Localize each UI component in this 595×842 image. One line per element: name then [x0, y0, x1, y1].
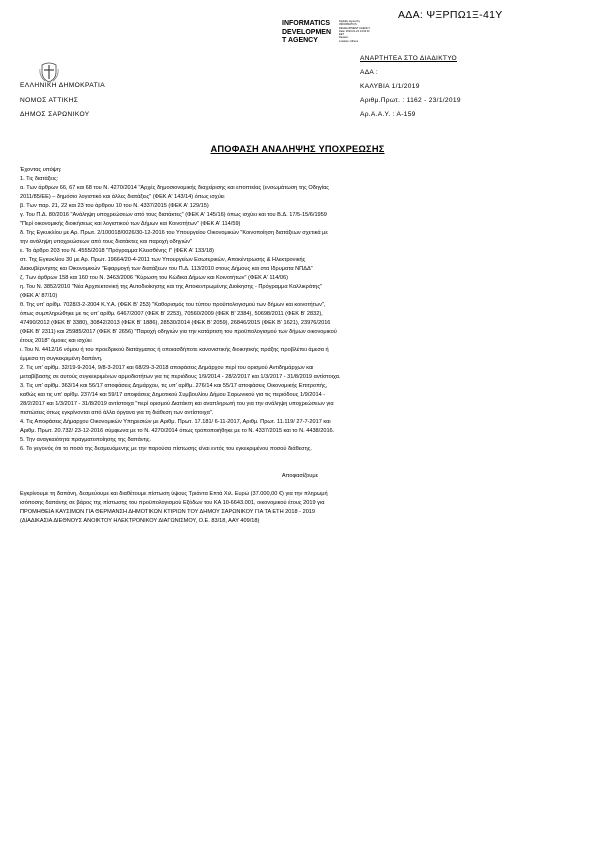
body-line: όπως συμπληρώθηκε με τις υπ' αρίθμ. 6467/2007 (ΦΕΚ Β' 2253), 70560/2009 (ΦΕΚ Β' 2384), 50698/2011 (ΦΕΚ Β' 2832), [20, 311, 323, 317]
body-line: 47490/2012 (ΦΕΚ Β' 3380), 30842/2013 (ΦΕΚ Β' 1886), 28530/2014 (ΦΕΚ Β' 2059), 26846/2015 (ΦΕΚ Β' 1621), 23976/2016 [20, 320, 331, 326]
aay-number: Αρ.Α.Α.Υ. : Α-159 [360, 111, 416, 118]
body-line: ε. Το άρθρο 203 του Ν. 4555/2018 "Πρόγραμμα Κλεισθένης Ι" (ΦΕΚ Α' 133/18) [20, 248, 214, 254]
body-line: 1. Τις διατάξεις: [20, 176, 59, 182]
document-body [20, 166, 580, 526]
body-line: 2011/85/ΕΕ) – δημόσιο λογιστικό και άλλες διατάξεις" (ΦΕΚ Α' 143/14) όπως ισχύει [20, 194, 225, 200]
body-line: 28/2/2017 και 1/3/2017 - 31/8/2019 αντίστοιχα "περί ορισμού Διατάκτη και αναπληρωτή του για την ανάληψη υποχρεώσεων για [20, 401, 334, 407]
signature-line: DEVELOPMENT AGENCY [339, 26, 371, 30]
signature-line: Location: Athens [339, 39, 359, 43]
digital-signature-block [339, 20, 370, 43]
signature-line: EET [339, 33, 345, 37]
signature-line: Digitally signed by [339, 20, 360, 23]
body-line: Έχοντας υπόψη: [20, 167, 62, 173]
body-line: 5. Την αναγκαιότητα πραγματοποίησης της δαπάνης. [20, 437, 151, 443]
body-line: 2. Τις υπ' αρίθμ. 32/19-9-2014, 9/8-3-2017 και 68/29-3-2018 αποφάσεις Δημάρχου περί του ορισμού Αντιδημάρχων και [20, 365, 314, 371]
signature-line: Reason: [339, 36, 349, 40]
body-line: (ΦΕΚ Α' 87/10) [20, 293, 58, 299]
body-line: 6. Το γεγονός ότι το ποσό της δεσμευόμενης με την παρούσα πίστωσης είναι εντός του εγκεκριμένου ποσού διάθεσης. [20, 446, 312, 452]
signature-line: Date: 2019.01.24 14:03:31 [339, 29, 370, 33]
body-line [20, 454, 580, 463]
logo-line: DEVELOPMEN [282, 28, 332, 36]
body-line: Διακυβέρνησης και Οικονομικών "Εφαρμογή των διατάξεων του Π.Δ. 113/2010 στους Δήμους και στα Ιδρυματα ΝΠΔΔ" [20, 266, 313, 272]
body-line: στ. Της Εγκυκλίου 30 με Αρ. Πρωτ. 19664/20-4-2011 των Υπουργείων Εσωτερικών, Αποκέντρωσης & Ηλεκτρονικής [20, 257, 306, 263]
country-line: ΕΛΛΗΝΙΚΗ ΔΗΜΟΚΡΑΤΙΑ [20, 82, 106, 89]
decision-heading: Αποφασίζουμε [281, 473, 319, 479]
body-line: καθώς και τις υπ' αρίθμ. 237/14 και 59/17 αποφάσεις Δημοτικού Συμβουλίου Δήμου Σαρωνικού για τις περιόδους 1/9/2014 - [20, 392, 326, 398]
body-line: γ. Του Π.Δ. 80/2016 "Ανάληψη υποχρεώσεων από τους διατάκτες" (ΦΕΚ Α' 145/16) όπως ισχύει και του Β.Δ. 17/5-15/6/1959 [20, 212, 327, 218]
body-line: την ανάληψη υποχρεώσεων από τους διατάκτες και παροχή οδηγιών" [20, 239, 192, 245]
decision-line: ισόποσης δαπάνης σε βάρος της πίστωσης του προϋπολογισμού Εξόδων του ΚΑ 10-6643.001, οικονομικού έτους 2019 για [20, 500, 325, 506]
body-line: 3. Τις υπ' αρίθμ. 363/14 και 56/17 αποφάσεις Δημάρχου, τις υπ' αρίθμ. 276/14 και 55/17 αποφάσεις Οικονομικής Επιτροπής, [20, 383, 328, 389]
decision-line: ΠΡΟΜΗΘΕΙΑ ΚΑΥΣΙΜΩΝ ΓΙΑ ΘΕΡΜΑΝΣΗ ΔΗΜΟΤΙΚΩΝ ΚΤΙΡΙΩΝ ΤΟΥ ΔΗΜΟΥ ΣΑΡΩΝΙΚΟΥ ΓΙΑ ΤΑ ΕΤΗ 2018 - 2019 [20, 509, 316, 515]
decision-line: Εγκρίνουμε τη δαπάνη, δεσμεύουμε και διαθέτουμε πίστωση ύψους Τριάντα Επτά Χιλ. Ευρώ (37.000,00 €) για την πληρωμή [20, 491, 328, 497]
body-line: Αριθμ. Πρωτ. 20.732/ 23-12-2016 σύμφωνα με το Ν. 4270/2014 όπως τροποποιήθηκε με το Ν. 4337/2015 και το Ν. 4438/2016. [20, 428, 335, 434]
greek-emblem-icon [39, 61, 59, 83]
body-line: 4. Τις Αποφάσεις Δήμαρχου Οικονομικών Υπηρεσιών με Αριθμ. Πρωτ. 17.181/ 6-11-2017, Αριθμ. Πρωτ. 11.119/ 27-7-2017 και [20, 419, 331, 425]
body-line: β. Των παρ. 21, 22 και 23 του άρθρου 10 του Ν. 4337/2015 (ΦΕΚ Α' 129/15) [20, 203, 209, 209]
body-line: ι. Του Ν. 4412/16 νόμου ή του προεδρικού διατάγματος ή οποιασδήποτε κανονιστικής διοικητικής πράξης προβλέπει άμεσα ή [20, 347, 329, 353]
signature-line: INFORMATICS [339, 23, 357, 27]
page-title: ΑΠΟΦΑΣΗ ΑΝΑΛΗΨΗΣ ΥΠΟΧΡΕΩΣΗΣ [210, 144, 385, 154]
ada-code: ΑΔΑ: ΨΞΡΠΩ1Ξ-41Υ [398, 9, 503, 21]
body-line: θ. Της υπ' αρίθμ. 7028/3-2-2004 Κ.Υ.Α. (ΦΕΚ Β' 253) "Καθορισμός του τύπου προϋπολογισμού των δήμων και κοινοτήτων", [20, 302, 326, 308]
decision-line: (ΔΙΑΔΙΚΑΣΙΑ ΔΙΕΘΝΟΥΣ ΑΝΟΙΚΤΟΥ ΗΛΕΚΤΡΟΝΙΚΟΥ ΔΙΑΓΩΝΙΣΜΟΥ, Ο.Ε. 83/18, ΑΑΥ 409/18) [20, 518, 260, 524]
ada-label: ΑΔΑ : [360, 69, 379, 76]
municipality-line: ΔΗΜΟΣ ΣΑΡΩΝΙΚΟΥ [20, 111, 90, 118]
place-date: ΚΑΛΥΒΙΑ 1/1/2019 [360, 83, 420, 90]
logo-line: T AGENCY [282, 37, 318, 44]
body-line: "Περί οικονομικής διοικήσεως και λογιστικού των Δήμων και Κοινοτήτων" (ΦΕΚ Α' 114/59) [20, 221, 241, 227]
body-line: α. Των άρθρων 66, 67 και 68 του Ν. 4270/2014 "Αρχές δημοσιονομικής διαχείρισης και εποπτείας (ενσωμάτωση της Οδηγίας [20, 185, 329, 191]
body-line: η. Του Ν. 3852/2010 "Νέα Αρχιτεκτονική της Αυτοδιοίκησης και της Αποκεντρωμένης Διοίκησης - Πρόγραμμα Καλλικράτης" [20, 284, 323, 290]
prefecture-line: ΝΟΜΟΣ ΑΤΤΙΚΗΣ [20, 97, 79, 104]
body-line: έμμεσα τη συγκεκριμένη δαπάνη. [20, 356, 103, 362]
body-line: ζ. Των άρθρων 158 και 160 του Ν. 3463/2006 "Κύρωση του Κώδικα Δήμων και Κοινοτήτων" (ΦΕΚ Α' 114/06) [20, 275, 288, 281]
signer-logo-text [282, 20, 331, 46]
logo-line: INFORMATICS [282, 20, 331, 27]
body-line: μεταβίβασης σε αυτούς συγκεκριμένων αρμοδιοτήτων για τις περιόδους 1/9/2014 - 28/2/2017 και 1/3/2017 - 31/8/2019 αντίστοιχα. [20, 374, 341, 380]
body-line: πιστώσεις όπως εγκρίνονται από άλλα όργανα για τη διάθεση των αντίστοιχα". [20, 410, 214, 416]
body-line: (ΦΕΚ Β' 2311) και 25985/2017 (ΦΕΚ Β' 2656) "Παροχή οδηγιών για την κατάρτιση του προϋπολογισμού των δήμων οικονομικού [20, 329, 337, 335]
body-line: έτους 2018" όμοιες και ισχύει [20, 338, 92, 344]
protocol-number: Αριθμ.Πρωτ. : 1162 - 23/1/2019 [360, 97, 461, 104]
post-online-label: ΑΝΑΡΤΗΤΕΑ ΣΤΟ ΔΙΑΔΙΚΤΥΟ [360, 55, 457, 62]
body-line: δ. Της Εγκυκλίου με Αρ. Πρωτ. 2/100018/0026/30-12-2016 του Υπουργείου Οικονομικών "Κοινοποίηση διατάξεων σχετικά με [20, 230, 328, 236]
